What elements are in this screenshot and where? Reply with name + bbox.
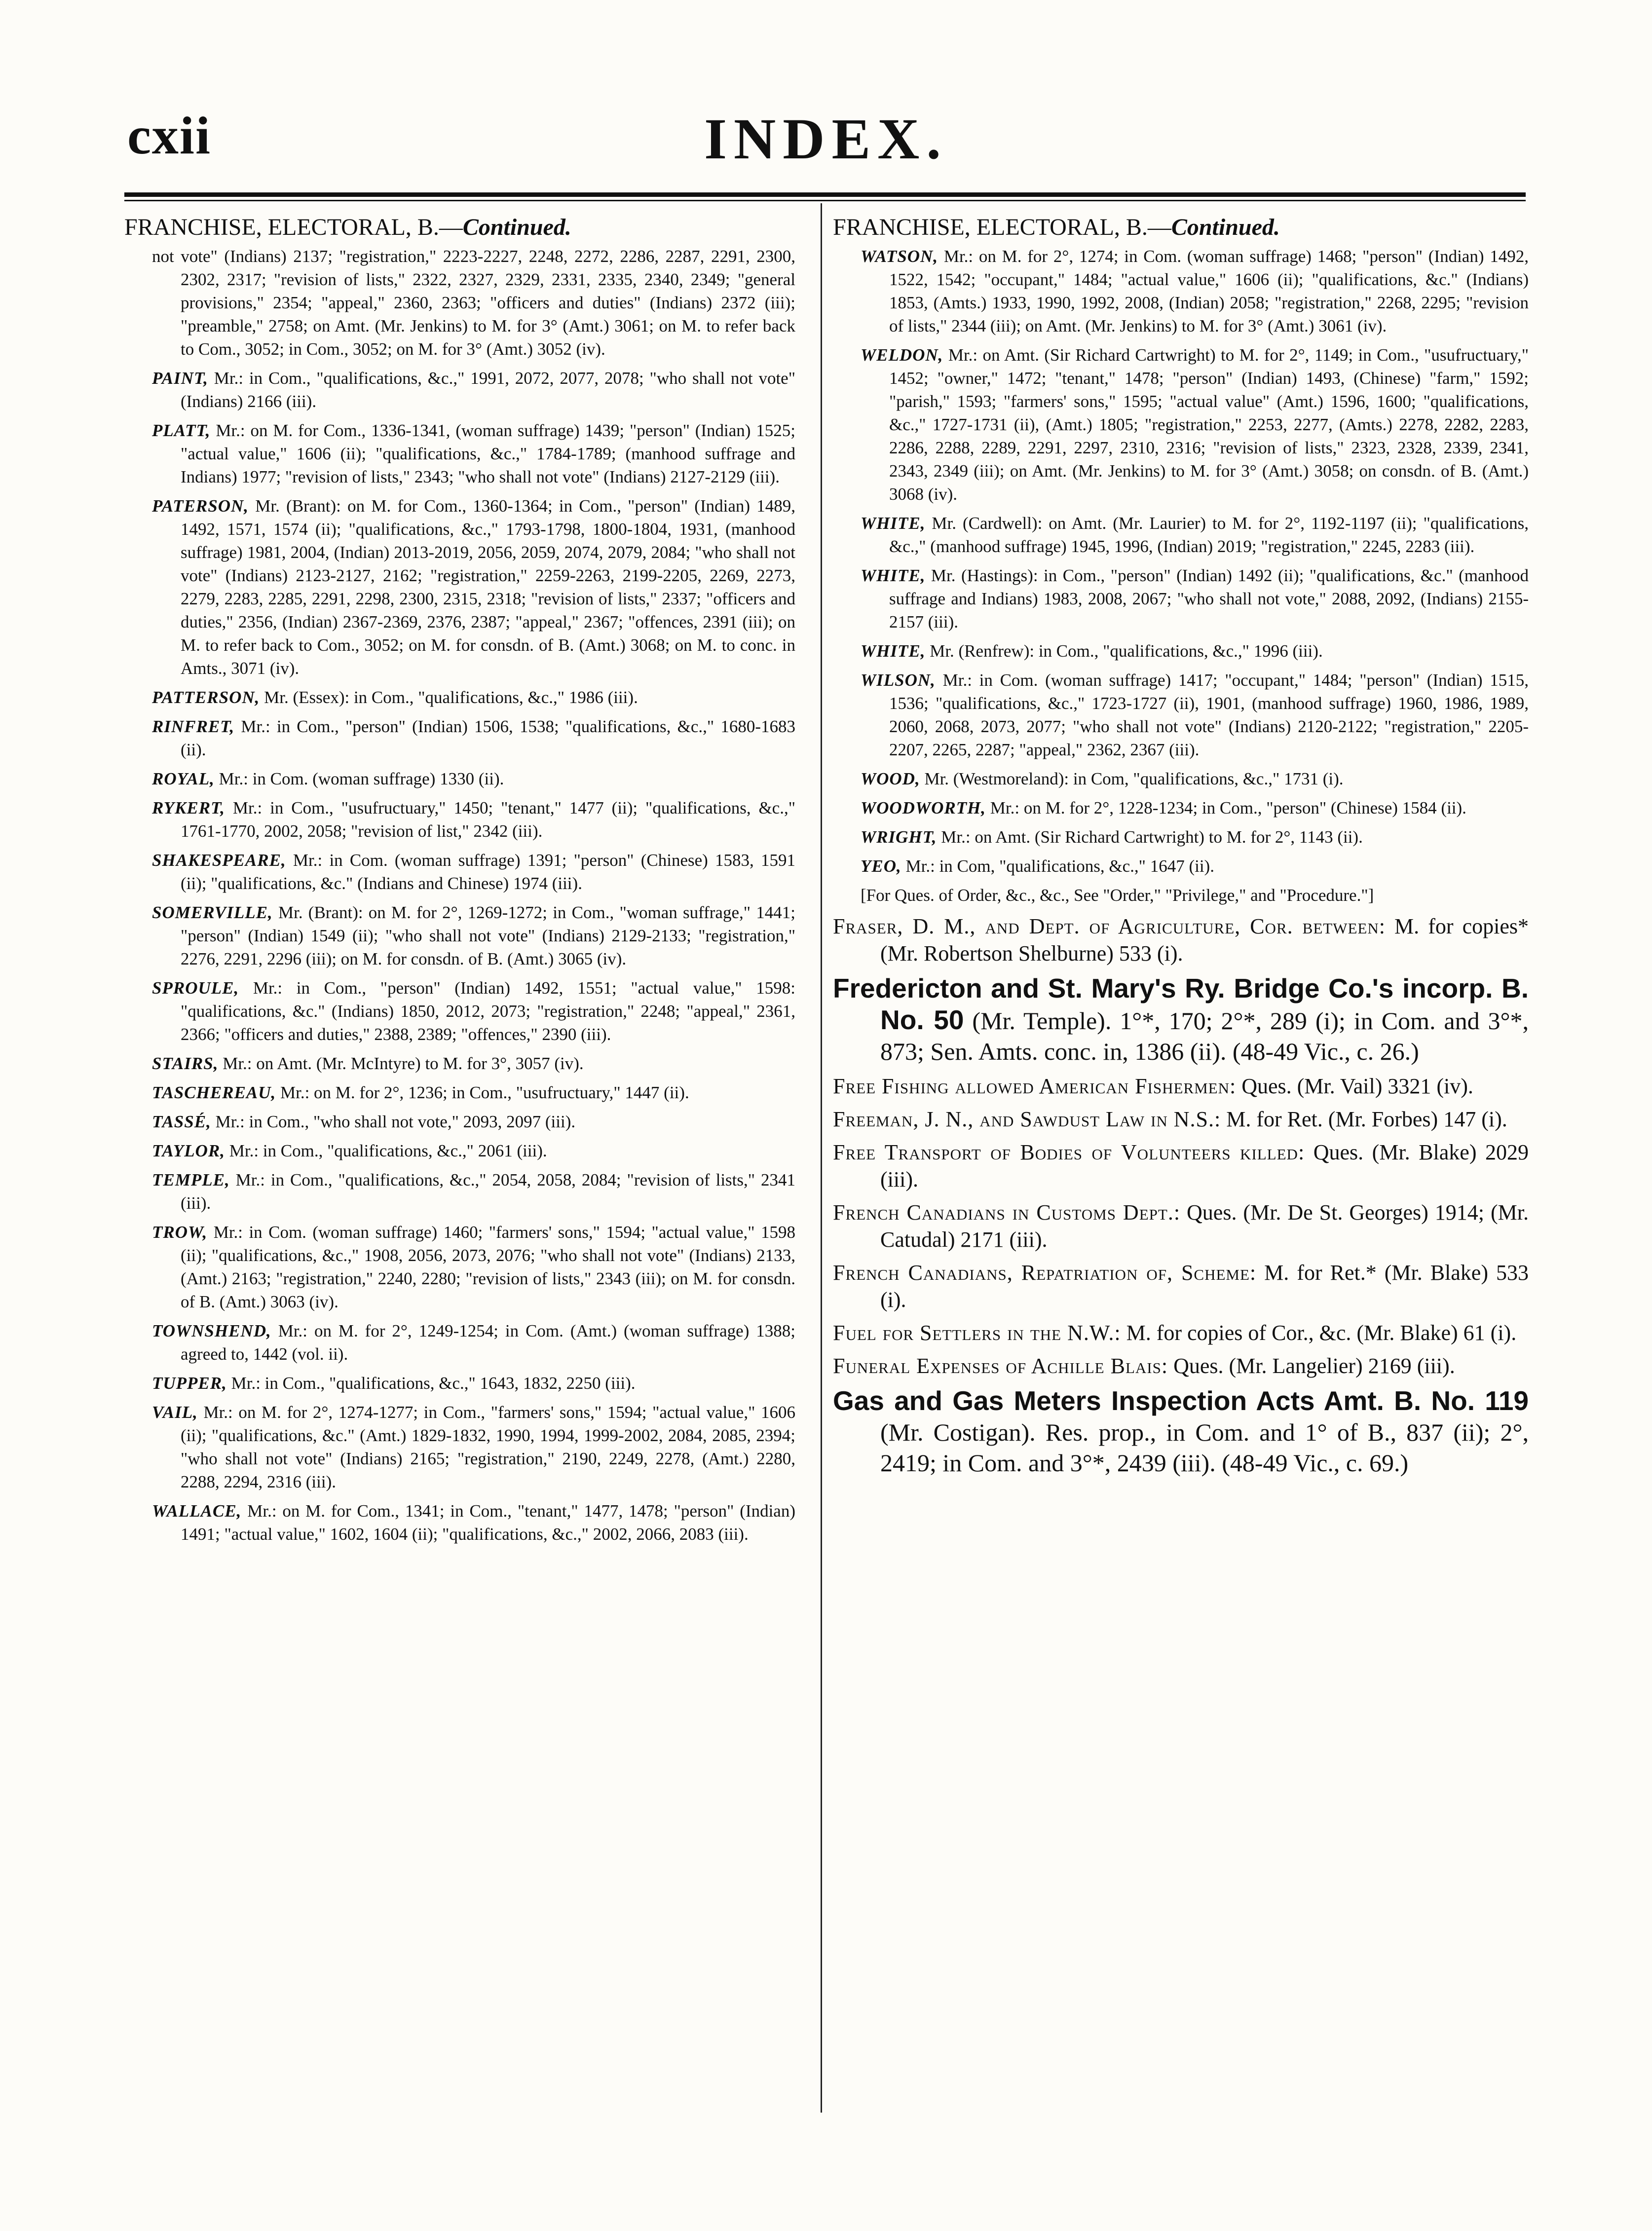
- column-divider: [821, 203, 822, 2113]
- entry-name: SPROULE,: [152, 978, 239, 998]
- index-entry: [124, 245, 795, 361]
- entry-name: TOWNSHEND,: [152, 1321, 271, 1340]
- right-entries: [833, 245, 1529, 907]
- entry-name: YEO,: [861, 856, 901, 876]
- entry-name: TROW,: [152, 1223, 208, 1242]
- entry-name: WELDON,: [861, 345, 943, 365]
- index-entry: [833, 669, 1529, 761]
- entry-name: PLATT,: [152, 421, 211, 440]
- index-entry: [124, 419, 795, 488]
- entry-text: Mr. (Westmoreland): in Com, "qualifications, &c.," 1731 (i).: [920, 769, 1344, 788]
- index-entry: [124, 976, 795, 1046]
- subject-heading-entry: [833, 913, 1529, 967]
- header-rule-thick: [124, 192, 1526, 197]
- bill-heading-entry: [833, 973, 1529, 1067]
- entry-name: WHITE,: [861, 641, 926, 661]
- entry-name: TASCHEREAU,: [152, 1083, 276, 1102]
- index-entry: [124, 1499, 795, 1546]
- index-entry: [124, 1221, 795, 1313]
- subject-heading: Freeman, J. N., and Sawdust Law in N.S.:: [833, 1107, 1221, 1131]
- index-entry: [124, 849, 795, 895]
- index-entry: [124, 1081, 795, 1104]
- continued-heading-cont: Continued.: [1171, 214, 1280, 240]
- entry-text: Mr.: in Com., "who shall not vote," 2093, 2097 (iii).: [211, 1112, 576, 1131]
- entry-name: WILSON,: [861, 670, 936, 690]
- index-entry: [833, 639, 1529, 663]
- entry-text: Mr.: in Com., "qualifications, &c.," 1643, 1832, 2250 (iii).: [226, 1374, 636, 1393]
- entry-name: PAINT,: [152, 369, 208, 388]
- page-number: cxii: [127, 107, 211, 165]
- entry-text: Mr.: in Com., "qualifications, &c.," 2054, 2058, 2084; "revision of lists," 2341 (iii).: [181, 1170, 795, 1213]
- subject-heading-entry: [833, 1259, 1529, 1313]
- subject-heading: Fuel for Settlers in the N.W.:: [833, 1321, 1121, 1345]
- index-entry: [833, 884, 1529, 907]
- entry-name: WRIGHT,: [861, 827, 937, 847]
- header-rule-thin: [124, 200, 1526, 201]
- index-entry: [124, 686, 795, 709]
- subject-heading-entry: [833, 1199, 1529, 1253]
- index-entry: [833, 855, 1529, 878]
- entry-text: Mr. (Cardwell): on Amt. (Mr. Laurier) to M. for 2°, 1192-1197 (ii); "qualifications, &c.," (manhood suffrage) 1945, 1996, (Indian) 2019; "registration," 2245, 2283 (iii).: [889, 514, 1529, 556]
- index-entry: [124, 1319, 795, 1366]
- entry-name: TAYLOR,: [152, 1141, 225, 1160]
- subject-heading: Free Transport of Bodies of Volunteers killed:: [833, 1140, 1305, 1164]
- entry-name: RYKERT,: [152, 798, 225, 818]
- index-entry: [124, 796, 795, 843]
- entry-name: TEMPLE,: [152, 1170, 230, 1190]
- entry-text: (Mr. Costigan). Res. prop., in Com. and 1° of B., 837 (ii); 2°, 2419; in Com. and 3°*, 2439 (iii). (48-49 Vic., c. 69.): [880, 1418, 1529, 1477]
- entry-name: PATTERSON,: [152, 688, 260, 707]
- index-entry: [124, 767, 795, 790]
- entry-name: SHAKESPEARE,: [152, 851, 286, 870]
- entry-text: Ques. (Mr. Langelier) 2169 (iii).: [1168, 1354, 1455, 1378]
- index-entry: [124, 715, 795, 761]
- index-entry: [124, 901, 795, 970]
- entry-text: Mr.: on M. for 2°, 1236; in Com., "usufructuary," 1447 (ii).: [276, 1083, 689, 1102]
- entry-name: WOODWORTH,: [861, 798, 986, 818]
- right-headings: [833, 913, 1529, 1478]
- entry-text: M. for Ret. (Mr. Forbes) 147 (i).: [1221, 1107, 1507, 1131]
- entry-text: M. for Ret.* (Mr. Blake) 533 (i).: [880, 1261, 1529, 1312]
- entry-text: Mr.: in Com., "qualifications, &c.," 2061 (iii).: [225, 1141, 547, 1160]
- entry-name: WHITE,: [861, 566, 926, 585]
- index-entry: [833, 825, 1529, 849]
- subject-heading: Free Fishing allowed American Fishermen:: [833, 1074, 1237, 1098]
- entry-text: Mr. (Renfrew): in Com., "qualifications, &c.," 1996 (iii).: [925, 641, 1323, 661]
- index-entry: [124, 367, 795, 413]
- index-entry: [124, 1168, 795, 1215]
- bill-heading-entry: [833, 1385, 1529, 1478]
- index-entry: [833, 245, 1529, 337]
- index-entry: [124, 1401, 795, 1493]
- continued-heading-main: FRANCHISE, ELECTORAL, B.—: [833, 214, 1171, 240]
- entry-text: Mr.: on Amt. (Sir Richard Cartwright) to M. for 2°, 1149; in Com., "usufructuary," 1452; "owner," 1472; "tenant," 1478; "person" (Indian) 1493, (Chinese) "farm," 1592; "parish," 1593; "farmers' sons," 1595; "actual value" (Amt.) 1596, 1600; "qualifications, &c.," 1727-1731 (ii), (Amt.) 1805; "registration," 2253, 2277, (Amts.) 2278, 2282, 2283, 2286, 2288, 2289, 2291, 2297, 2310, 2316; "revision of lists," 2323, 2328, 2339, 2341, 2343, 2349 (iii); on Amt. (Mr. Jenkins) to M. for 3° (Amt.) 3058; on consdn. of B. (Amt.) 3068 (iv).: [889, 345, 1529, 504]
- entry-name: ROYAL,: [152, 769, 215, 788]
- entry-text: Mr.: on M. for 2°, 1249-1254; in Com. (Amt.) (woman suffrage) 1388; agreed to, 1442 (vol. ii).: [181, 1321, 795, 1364]
- entry-text: M. for copies* (Mr. Robertson Shelburne) 533 (i).: [880, 914, 1529, 966]
- subject-heading-entry: [833, 1106, 1529, 1133]
- right-column: [833, 213, 1529, 1484]
- subject-heading: French Canadians, Repatriation of, Scheme:: [833, 1261, 1257, 1285]
- entry-text: Mr.: on M. for Com., 1341; in Com., "tenant," 1477, 1478; "person" (Indian) 1491; "actual value," 1602, 1604 (ii); "qualifications, &c.," 2002, 2066, 2083 (iii).: [181, 1501, 795, 1544]
- subject-heading-entry: [833, 1319, 1529, 1346]
- entry-text: [For Ques. of Order, &c., &c., See "Order," "Privilege," and "Procedure."]: [861, 886, 1374, 905]
- subject-heading-entry: [833, 1352, 1529, 1379]
- entry-name: SOMERVILLE,: [152, 903, 273, 922]
- entry-text: Mr. (Brant): on M. for 2°, 1269-1272; in Com., "woman suffrage," 1441; "person" (Indian) 1549 (ii); "who shall not vote" (Indians) 2129-2133; "registration," 2276, 2291, 2296 (iii); on M. for consdn. of B. (Amt.) 3065 (iv).: [181, 903, 795, 968]
- entry-text: Ques. (Mr. De St. Georges) 1914; (Mr. Catudal) 2171 (iii).: [880, 1200, 1529, 1252]
- subject-heading: French Canadians in Customs Dept.:: [833, 1200, 1181, 1225]
- left-column: [124, 213, 795, 1552]
- index-entry: [833, 564, 1529, 633]
- continued-heading-cont: Continued.: [462, 214, 571, 240]
- entry-name: TASSÉ,: [152, 1112, 211, 1131]
- entry-text: Ques. (Mr. Blake) 2029 (iii).: [880, 1140, 1529, 1191]
- entry-text: Mr.: in Com. (woman suffrage) 1417; "occupant," 1484; "person" (Indian) 1515, 1536; "qualifications, &c.," 1723-1727 (ii), 1901, (manhood suffrage) 1960, 1986, 1989, 2060, 2068, 2073, 2077; "who shall not vote" (Indians) 2120-2122; "registration," 2205-2207, 2265, 2287; "appeal," 2362, 2367 (iii).: [889, 670, 1529, 759]
- entry-name: STAIRS,: [152, 1054, 219, 1073]
- entry-text: Mr.: in Com., "usufructuary," 1450; "tenant," 1477 (ii); "qualifications, &c.," 1761-1770, 2002, 2058; "revision of list," 2342 (iii).: [181, 798, 795, 841]
- subject-heading: Gas and Gas Meters Inspection Acts Amt. B. No. 119: [833, 1385, 1529, 1416]
- index-entry: [833, 343, 1529, 506]
- entry-text: Mr. (Essex): in Com., "qualifications, &c.," 1986 (iii).: [260, 688, 638, 707]
- entry-name: WOOD,: [861, 769, 920, 788]
- continued-heading-left: [124, 213, 795, 242]
- subject-heading: Fraser, D. M., and Dept. of Agriculture, Cor. between:: [833, 914, 1386, 938]
- entry-text: Mr.: on Amt. (Sir Richard Cartwright) to M. for 2°, 1143 (ii).: [937, 827, 1363, 847]
- entry-name: PATERSON,: [152, 496, 249, 516]
- entry-text: Mr.: in Com. (woman suffrage) 1391; "person" (Chinese) 1583, 1591 (ii); "qualifications, &c." (Indians and Chinese) 1974 (iii).: [181, 851, 795, 893]
- entry-text: not vote" (Indians) 2137; "registration," 2223-2227, 2248, 2272, 2286, 2287, 2291, 2300, 2302, 2317; "revision of lists," 2322, 2327, 2329, 2331, 2335, 2340, 2349; "general provisions," 2354; "appeal," 2360, 2363; "officers and duties" (Indians) 2372 (iii); "preamble," 2758; on Amt. (Mr. Jenkins) to M. for 3° (Amt.) 3061; on M. to refer back to Com., 3052; in Com., 3052; on M. for 3° (Amt.) 3052 (iv).: [152, 247, 795, 359]
- entry-text: Mr.: in Com., "qualifications, &c.," 1991, 2072, 2077, 2078; "who shall not vote" (Indians) 2166 (iii).: [181, 369, 795, 411]
- subject-heading: Funeral Expenses of Achille Blais:: [833, 1354, 1168, 1378]
- entry-text: Mr. (Brant): on M. for Com., 1360-1364; in Com., "person" (Indian) 1489, 1492, 1571, 1574 (ii); "qualifications, &c.," 1793-1798, 1800-1804, 1931, (manhood suffrage) 1981, 2004, (Indian) 2013-2019, 2056, 2059, 2074, 2079, 2084; "who shall not vote" (Indians) 2123-2127, 2162; "registration," 2259-2263, 2199-2205, 2269, 2273, 2279, 2283, 2285, 2291, 2298, 2300, 2315, 2318; "revision of lists," 2337; "officers and duties," 2356, (Indian) 2367-2369, 2376, 2387; "appeal," 2367; "offences, 2391 (iii); on M. to refer back to Com., 3052; on M. for consdn. of B. (Amt.) 3068; on M. to conc. in Amts., 3071 (iv).: [181, 496, 795, 678]
- entry-text: (Mr. Temple). 1°*, 170; 2°*, 289 (i); in Com. and 3°*, 873; Sen. Amts. conc. in, 1386 (ii). (48-49 Vic., c. 26.): [880, 1007, 1529, 1065]
- entry-name: WHITE,: [861, 514, 926, 533]
- entry-text: Mr.: on M. for 2°, 1274-1277; in Com., "farmers' sons," 1594; "actual value," 1606 (ii); "qualifications, &c." (Amt.) 1829-1832, 1990, 1994, 1999-2002, 2084, 2085, 2394; "who shall not vote" (Indians) 2165; "registration," 2190, 2249, 2278, (Amt.) 2280, 2288, 2294, 2316 (iii).: [181, 1403, 795, 1491]
- entry-text: M. for copies of Cor., &c. (Mr. Blake) 61 (i).: [1121, 1321, 1517, 1345]
- entry-text: Mr.: in Com. (woman suffrage) 1460; "farmers' sons," 1594; "actual value," 1598 (ii); "qualifications, &c.," 1908, 2056, 2073, 2076; "who shall not vote" (Indians) 2133, (Amt.) 2163; "registration," 2240, 2280; "revision of lists," 2343 (iii); on M. for consdn. of B. (Amt.) 3063 (iv).: [181, 1223, 795, 1311]
- index-entry: [124, 494, 795, 680]
- entry-text: Mr.: on M. for 2°, 1228-1234; in Com., "person" (Chinese) 1584 (ii).: [986, 798, 1466, 818]
- entry-text: Mr.: in Com. (woman suffrage) 1330 (ii).: [214, 769, 504, 788]
- left-entries: [124, 245, 795, 1546]
- index-entry: [124, 1139, 795, 1162]
- subject-heading-entry: [833, 1073, 1529, 1100]
- index-entry: [833, 796, 1529, 819]
- entry-name: TUPPER,: [152, 1374, 227, 1393]
- index-entry: [124, 1372, 795, 1395]
- entry-text: Mr. (Hastings): in Com., "person" (Indian) 1492 (ii); "qualifications, &c." (manhood suffrage and Indians) 1983, 2008, 2067; "who shall not vote," 2088, 2092, (Indians) 2155-2157 (iii).: [889, 566, 1529, 632]
- entry-name: WATSON,: [861, 247, 939, 266]
- entry-text: Mr.: in Com., "person" (Indian) 1506, 1538; "qualifications, &c.," 1680-1683 (ii).: [181, 717, 795, 759]
- entry-text: Mr.: on Amt. (Mr. McIntyre) to M. for 3°, 3057 (iv).: [218, 1054, 584, 1073]
- index-entry: [124, 1110, 795, 1133]
- entry-name: WALLACE,: [152, 1501, 242, 1521]
- index-entry: [833, 767, 1529, 790]
- subject-heading: Fredericton and St. Mary's Ry. Bridge Co.'s incorp. B. No. 50: [833, 973, 1529, 1035]
- index-entry: [124, 1052, 795, 1075]
- index-entry: [833, 512, 1529, 558]
- entry-text: Mr.: on M. for 2°, 1274; in Com. (woman suffrage) 1468; "person" (Indian) 1492, 1522, 1542; "occupant," 1484; "actual value," 1606 (ii); "qualifications, &c." (Indians) 1853, (Amts.) 1933, 1990, 1992, 2008, (Indian) 2058; "registration," 2268, 2295; "revision of lists," 2344 (iii); on Amt. (Mr. Jenkins) to M. for 3° (Amt.) 3061 (iv).: [889, 247, 1529, 335]
- page-title: INDEX.: [704, 107, 948, 171]
- entry-name: VAIL,: [152, 1403, 198, 1422]
- entry-text: Mr.: on M. for Com., 1336-1341, (woman suffrage) 1439; "person" (Indian) 1525; "actual value," 1606 (ii); "qualifications, &c.," 1784-1789; (manhood suffrage and Indians) 1977; "revision of lists," 2343; "who shall not vote" (Indians) 2127-2129 (iii).: [181, 421, 795, 486]
- entry-name: RINFRET,: [152, 717, 235, 736]
- continued-heading-main: FRANCHISE, ELECTORAL, B.—: [124, 214, 463, 240]
- subject-heading-entry: [833, 1139, 1529, 1193]
- entry-text: Mr.: in Com., "person" (Indian) 1492, 1551; "actual value," 1598: "qualifications, &c." (Indians) 1850, 2012, 2073; "registration," 2248; "appeal," 2361, 2366; "officers and duties," 2388, 2389; "offences," 2390 (iii).: [181, 978, 795, 1044]
- entry-text: Mr.: in Com, "qualifications, &c.," 1647 (ii).: [901, 856, 1214, 876]
- entry-text: Ques. (Mr. Vail) 3321 (iv).: [1236, 1074, 1473, 1098]
- continued-heading-right: [833, 213, 1529, 242]
